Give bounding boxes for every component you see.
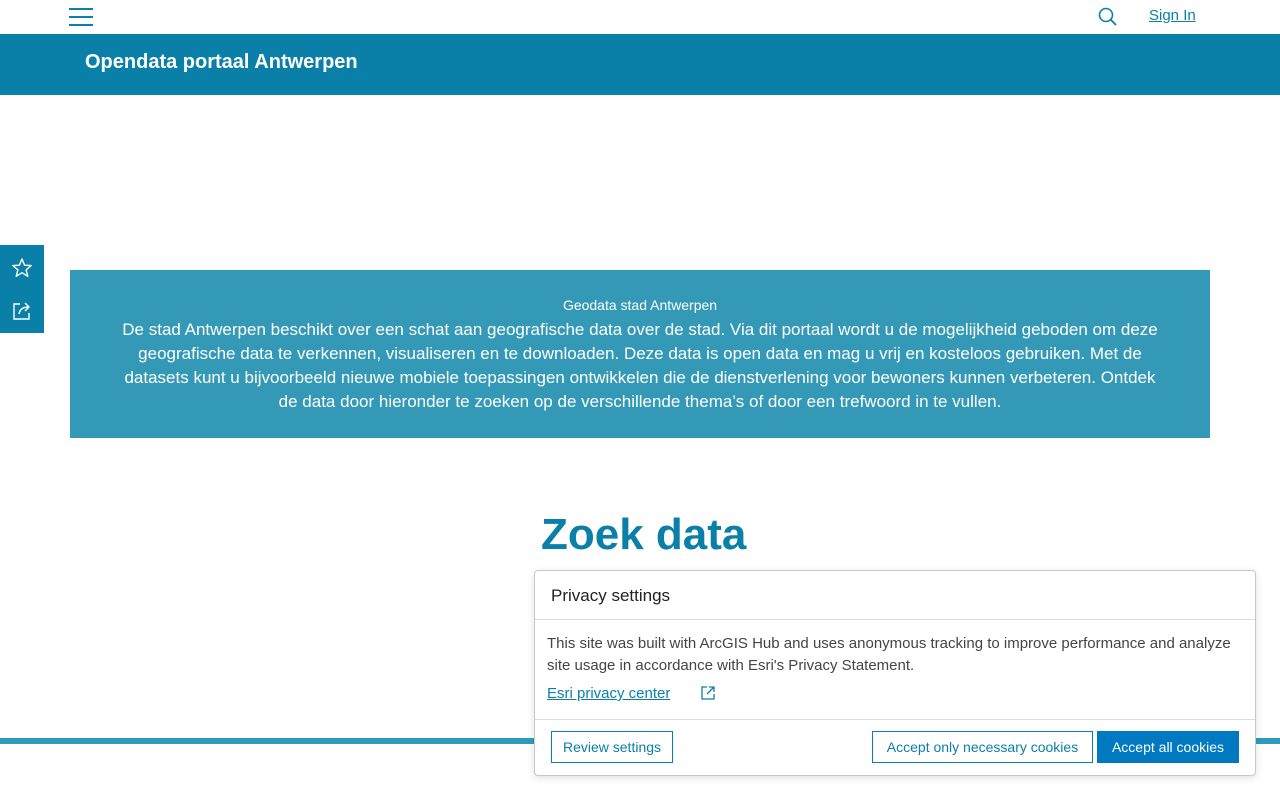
search-icon[interactable] — [1097, 6, 1119, 28]
intro-text: De stad Antwerpen beschikt over een schat aan geografische data over de stad. Via dit portaal wordt u de mogelijkheid geboden om deze geografische data te verkennen, visualiseren en te downloaden. Deze data is open data en mag u vrij en kosteloos gebruiken. Met de datasets kunt u bijvoorbeeld nieuwe mobiele toepassingen ontwikkelen die de dienstverlening voor bewoners kunnen verbeteren. Ontdek de data door hieronder te zoeken op de verschillende thema’s of door een trefwoord in te vullen. — [122, 320, 1158, 411]
privacy-link-label: Esri privacy center — [547, 685, 671, 702]
accept-all-cookies-button[interactable]: Accept all cookies — [1097, 731, 1239, 763]
site-title: Opendata portaal Antwerpen — [85, 51, 358, 73]
menu-line — [69, 8, 93, 10]
sign-in-link[interactable]: Sign In — [1149, 7, 1196, 24]
star-icon[interactable] — [11, 257, 33, 279]
privacy-dialog-body: This site was built with ArcGIS Hub and uses anonymous tracking to improve performance and analyze site usage in accordance with Esri's Privacy Statement. — [547, 635, 1231, 674]
menu-line — [69, 16, 93, 18]
review-settings-button[interactable]: Review settings — [551, 731, 673, 763]
privacy-dialog-header — [535, 571, 1255, 620]
hamburger-menu-icon[interactable] — [69, 7, 93, 27]
search-data-heading: Zoek data — [541, 510, 747, 559]
privacy-dialog-divider — [535, 719, 1255, 720]
external-link-icon — [700, 685, 716, 701]
menu-line — [69, 24, 93, 26]
esri-privacy-center-link[interactable] — [547, 685, 670, 702]
site-banner — [0, 34, 1280, 95]
top-navigation-bar — [0, 0, 1280, 34]
accept-necessary-cookies-button[interactable]: Accept only necessary cookies — [872, 731, 1093, 763]
intro-card — [70, 270, 1210, 438]
privacy-dialog-title: Privacy settings — [551, 586, 671, 605]
side-action-rail — [0, 245, 44, 333]
share-icon[interactable] — [11, 300, 33, 322]
intro-title: Geodata stad Antwerpen — [562, 297, 718, 313]
privacy-settings-dialog — [534, 570, 1256, 776]
